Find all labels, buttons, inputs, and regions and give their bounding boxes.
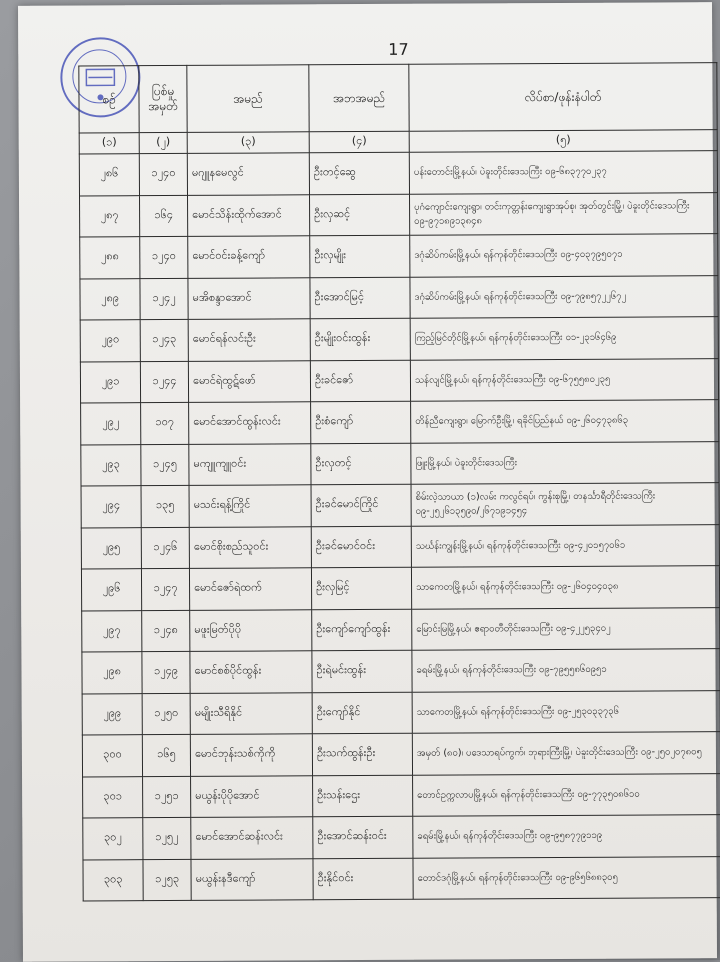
father-name-cell: ဦးလှတင့် — [311, 443, 411, 485]
table-row — [81, 400, 719, 445]
father-name-cell: ဦးအောင်ဆန်းဝင်း — [313, 816, 413, 858]
name-cell: မသင်းရန့်ကြိုင် — [189, 485, 311, 527]
father-name-cell: ဦးကျော်နိုင် — [312, 692, 412, 734]
name-cell: မယွန်းနဒီကျော် — [191, 858, 313, 900]
header-address-phone: လိပ်စာ/ဖုန်းနံပါတ် — [409, 63, 717, 132]
address-cell: ဒဂုံဆိပ်ကမ်းမြို့နယ်၊ ရန်ကုန်တိုင်းဒေသကြီး ၀၉-၇၉၈၅၇၂၂၆၇၂ — [410, 275, 718, 318]
father-name-cell: ဦးသက်ထွန်းဦး — [312, 733, 412, 775]
case-number-cell: ၁၆၅ — [142, 734, 190, 776]
address-cell: ခရမ်းမြို့နယ်၊ ရန်ကုန်တိုင်းဒေသကြီး ၀၉-၉၅၈၇၇၉၁၁၉ — [413, 815, 720, 858]
serial-cell: ၂၈၈ — [80, 237, 140, 279]
name-cell: မောင်သိန်းထိုက်အောင် — [187, 194, 309, 236]
father-name-cell: ဦးခင်မောင်ဝင်း — [311, 526, 411, 568]
address-cell: ကြည့်မြင်တိုင်မြို့နယ်၊ ရန်ကုန်တိုင်းဒေသကြီး ၀၁-၂၃၁၆၄၆၉ — [410, 317, 718, 360]
father-name-cell: ဦးနိုင်ဝင်း — [313, 858, 413, 900]
father-name-cell: ဦးအောင်မြင့် — [310, 277, 410, 319]
serial-cell: ၂၈၆ — [79, 154, 139, 196]
father-name-cell: ဦးသန်းဌေး — [313, 775, 413, 817]
father-name-cell: ဦးရဲမင်းထွန်း — [312, 650, 412, 692]
table-row — [81, 566, 719, 611]
header-case-number: ပြစ်မှုအမှတ် — [139, 65, 187, 132]
serial-cell: ၂၉၄ — [81, 486, 141, 528]
header-serial: စဉ် — [79, 66, 139, 133]
index-cell: (၁) — [79, 133, 139, 154]
serial-cell: ၂၉၉ — [82, 693, 142, 735]
case-number-cell: ၁၂၄၃ — [140, 319, 188, 361]
case-number-cell: ၁၂၄၀ — [139, 153, 187, 195]
case-number-cell: ၁၆၄ — [139, 195, 187, 237]
name-cell: မယွန်းပိုပိုအောင် — [191, 775, 313, 817]
table-row — [79, 151, 717, 196]
name-cell: မအိစန္ဒာအောင် — [188, 277, 310, 319]
address-cell: ပုဂံကျောင်းကျေးရွာ၊ တင်းကုတ္တန်းကျေးရွာအုပ်စု၊ အုတ်တွင်းမြို့၊ ပဲခူးတိုင်းဒေသကြီး ၀၉-၉၇၁၈၉၁၃၈၄၈ — [409, 192, 717, 235]
table-row — [82, 649, 720, 694]
father-name-cell: ဦးမျိုးဝင်းထွန်း — [310, 318, 410, 360]
name-cell: မောင်စစ်ပိုင်ထွန်း — [190, 651, 312, 693]
address-cell: သန်လျင်မြို့နယ်၊ ရန်ကုန်တိုင်းဒေသကြီး ၀၉-၆၇၅၅၈၀၂၃၅ — [410, 358, 718, 401]
case-number-cell: ၁၂၄၇ — [141, 568, 189, 610]
case-number-cell: ၁၂၄၉ — [142, 651, 190, 693]
case-number-cell: ၁၀၇ — [141, 402, 189, 444]
index-cell: (၂) — [139, 132, 187, 153]
table-row — [83, 815, 720, 860]
name-cell: မကျူကျူဝင်း — [189, 443, 311, 485]
case-number-cell: ၁၂၄၀ — [140, 236, 188, 278]
address-cell: စိမ်းလဲ့သာယာ (၁)လမ်း ကလွင်ရပ်၊ ကွန်းစုမြို့၊ တနင်္သာရီတိုင်းဒေသကြီး ၀၉-၂၅၂၆၁၃၅၉၀/၂၆၇၁၉၁၄၅၄ — [411, 483, 719, 526]
serial-cell: ၂၉၃ — [81, 444, 141, 486]
header-father-name: အဘအမည် — [309, 64, 409, 132]
records-table — [78, 62, 720, 901]
name-cell: မောင်စိုးစည်သူဝင်း — [189, 526, 311, 568]
case-number-cell: ၁၂၅၃ — [143, 859, 191, 901]
address-cell: အမှတ် (၈၀)၊ ပဒေသာရပ်ကွက်၊ ဘုရားကြီးမြို့၊ ပဲခူးတိုင်းဒေသကြီး ၀၉-၂၅၀၂၀၇၈၀၅ — [412, 732, 720, 775]
address-cell: သာကေတမြို့နယ်၊ ရန်ကုန်တိုင်းဒေသကြီး ၀၉-၂၆၀၄၀၄၀၃၈ — [411, 566, 719, 609]
case-number-cell: ၁၂၅၀ — [142, 693, 190, 735]
table-row — [80, 317, 718, 362]
case-number-cell: ၁၂၄၈ — [142, 610, 190, 652]
father-name-cell: ဦးလှမြင့် — [311, 567, 411, 609]
case-number-cell: ၁၂၅၂ — [143, 817, 191, 859]
serial-cell: ၂၉၂ — [81, 403, 141, 445]
name-cell: မောင်ရန်လင်းဦး — [188, 319, 310, 361]
table-row — [81, 483, 719, 528]
address-cell: ခရမ်းမြို့နယ်၊ ရန်ကုန်တိုင်းဒေသကြီး ၀၉-၇၉၅၅၈၆၀၉၅၁ — [412, 649, 720, 692]
case-number-cell: ၁၂၅၁ — [143, 776, 191, 818]
address-cell: တိန်ညီကျေးရွာ၊ မြောက်ဦးမြို့၊ ရခိုင်ပြည်နယ် ၀၉-၂၆၀၄၇၃၈၆၃ — [411, 400, 719, 443]
index-cell: (၅) — [409, 130, 717, 153]
table-row — [83, 773, 720, 818]
index-cell: (၄) — [309, 131, 409, 153]
name-cell: မောင်ဝင်းခန့်ကျော် — [188, 236, 310, 278]
case-number-cell: ၁၂၄၄ — [140, 361, 188, 403]
serial-cell: ၂၉၁ — [80, 361, 140, 403]
name-cell: မောင်ဇော်ရဲထက် — [189, 568, 311, 610]
father-name-cell: ဦးလှမျိုး — [310, 235, 410, 277]
serial-cell: ၃၀၂ — [83, 818, 143, 860]
document-page — [18, 2, 717, 962]
name-cell: မောင်ဘုန်းသစ်ကိုကို — [190, 734, 312, 776]
father-name-cell: ဦးစံကျော် — [311, 401, 411, 443]
serial-cell: ၃၀၃ — [83, 859, 143, 901]
case-number-cell: ၁၂၄၅ — [141, 444, 189, 486]
address-cell: တောင်ဒဂုံမြို့နယ်၊ ရန်ကုန်တိုင်းဒေသကြီး ၀၉-၉၆၅၆၈၈၃၀၅ — [413, 856, 720, 899]
name-cell: မောင်အောင်ဆန်းလင်း — [191, 817, 313, 859]
address-cell: မြောင်းမြမြို့နယ်၊ ဧရာဝတီတိုင်းဒေသကြီး ၀၉-၄၂၂၅၃၄၀၂ — [412, 607, 720, 650]
serial-cell: ၂၉၀ — [80, 320, 140, 362]
page-number: 17 — [388, 40, 408, 59]
name-cell: မမျိုးသီရိနိုင် — [190, 692, 312, 734]
index-cell: (၃) — [187, 132, 309, 154]
name-cell: မဂျူနမေလွင် — [187, 153, 309, 195]
address-cell: ဖြူးမြို့နယ်၊ ပဲခူးတိုင်းဒေသကြီး — [411, 441, 719, 484]
father-name-cell: ဦးကျော်ကျော်ထွန်း — [312, 609, 412, 651]
table-row — [82, 732, 720, 777]
address-cell: သာကေတမြို့နယ်၊ ရန်ကုန်တိုင်းဒေသကြီး ၀၉-၂၅၃၀၃၃၇၃၆ — [412, 690, 720, 733]
table-row — [79, 192, 717, 237]
serial-cell: ၂၉၆ — [81, 569, 141, 611]
table-row — [81, 441, 719, 486]
name-cell: မဖူးမြတ်ပိုပို — [190, 609, 312, 651]
table-row — [83, 856, 720, 901]
table-row — [82, 690, 720, 735]
address-cell: ပန်းတောင်းမြို့နယ်၊ ပဲခူးတိုင်းဒေသကြီး ၀၉-၆၈၃၇၇၀၂၃၇ — [409, 151, 717, 194]
table-row — [80, 275, 718, 320]
table-row — [82, 607, 720, 652]
serial-cell: ၂၈၉ — [80, 278, 140, 320]
address-cell: သင်္ဃန်းကျွန်းမြို့နယ်၊ ရန်ကုန်တိုင်းဒေသကြီး ၀၉-၄၂၀၁၅၇၀၆၁ — [411, 524, 719, 567]
serial-cell: ၂၉၅ — [81, 527, 141, 569]
serial-cell: ၂၉၇ — [82, 610, 142, 652]
father-name-cell: ဦးတင့်ဆွေ — [309, 152, 409, 194]
serial-cell: ၂၉၈ — [82, 652, 142, 694]
case-number-cell: ၁၂၄၆ — [141, 527, 189, 569]
table-row — [80, 358, 718, 403]
address-cell: တောင်ဥက္ကလာပမြို့နယ်၊ ရန်ကုန်တိုင်းဒေသကြီး ၀၉-၇၇၃၅၀၈၆၁၀ — [413, 773, 720, 816]
serial-cell: ၂၈၇ — [79, 195, 139, 237]
case-number-cell: ၁၂၄၂ — [140, 278, 188, 320]
father-name-cell: ဦးခင်ဇော် — [310, 360, 410, 402]
table-row — [80, 234, 718, 279]
serial-cell: ၃၀၁ — [83, 776, 143, 818]
address-cell: ဒဂုံဆိပ်ကမ်းမြို့နယ်၊ ရန်ကုန်တိုင်းဒေသကြီး ၀၉-၄၀၃၇၉၅၀၇၁ — [410, 234, 718, 277]
name-cell: မောင်အောင်ထွန်းလင်း — [189, 402, 311, 444]
father-name-cell: ဦးလှဆင့် — [309, 194, 409, 236]
name-cell: မောင်ရဲထွဋ်ဖော် — [188, 360, 310, 402]
header-name: အမည် — [187, 65, 309, 133]
serial-cell: ၃၀၀ — [82, 735, 142, 777]
case-number-cell: ၁၃၅ — [141, 485, 189, 527]
table-row — [81, 524, 719, 569]
father-name-cell: ဦးခင်မောင်ကြိုင် — [311, 484, 411, 526]
